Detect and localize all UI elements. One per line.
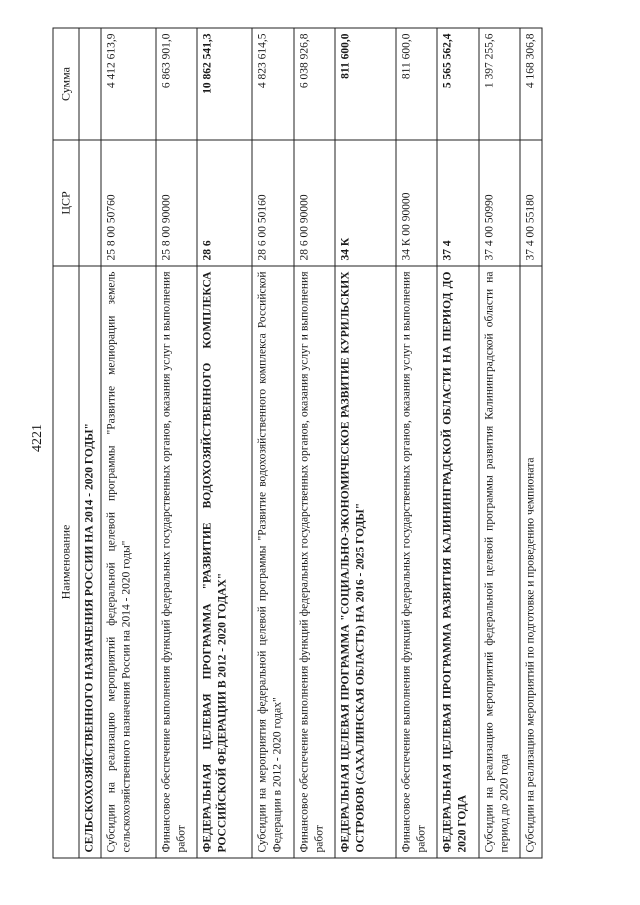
row-name: ФЕДЕРАЛЬНАЯ ЦЕЛЕВАЯ ПРОГРАММА РАЗВИТИЯ КАЛИНИНГРАДСКОЙ ОБЛАСТИ НА ПЕРИОД ДО 2020 ГОДА (437, 266, 479, 858)
row-name: Субсидии на реализацию мероприятий федеральной целевой программы развития Калининградской области на период до 2020 года (479, 266, 520, 858)
budget-table (53, 27, 543, 858)
row-csr: 28 6 00 90000 (294, 140, 335, 266)
table-row (294, 28, 335, 858)
table-row-program (197, 28, 252, 858)
row-name: ФЕДЕРАЛЬНАЯ ЦЕЛЕВАЯ ПРОГРАММА "РАЗВИТИЕ ВОДОХОЗЯЙСТВЕННОГО КОМПЛЕКСА РОССИЙСКОЙ ФЕДЕРАЦИИ В 2012 - 2020 ГОДАХ" (197, 266, 252, 858)
table-row-program (335, 28, 396, 858)
row-sum: 811 600,0 (396, 28, 437, 140)
row-csr: 25 8 00 90000 (156, 140, 197, 266)
page-number: 4221 (30, 424, 45, 452)
column-header-name: Наименование (53, 266, 79, 858)
row-csr: 34 К (335, 140, 396, 266)
row-csr: 34 К 00 90000 (396, 140, 437, 266)
table-row-section-continued (79, 28, 101, 858)
table-row (396, 28, 437, 858)
table-row (520, 28, 542, 858)
row-name: ФЕДЕРАЛЬНАЯ ЦЕЛЕВАЯ ПРОГРАММА "СОЦИАЛЬНО-ЭКОНОМИЧЕСКОЕ РАЗВИТИЕ КУРИЛЬСКИХ ОСТРОВОВ (САХАЛИНСКАЯ ОБЛАСТЬ) НА 2016 - 2025 ГОДЫ" (335, 266, 396, 858)
row-sum: 5 565 562,4 (437, 28, 479, 140)
table-row (156, 28, 197, 858)
row-sum: 1 397 255,6 (479, 28, 520, 140)
row-csr: 28 6 (197, 140, 252, 266)
row-name: Финансовое обеспечение выполнения функций федеральных государственных органов, оказания услуг и выполнения работ (156, 266, 197, 858)
column-header-csr: ЦСР (53, 140, 79, 266)
row-name: СЕЛЬСКОХОЗЯЙСТВЕННОГО НАЗНАЧЕНИЯ РОССИИ НА 2014 - 2020 ГОДЫ" (79, 266, 101, 858)
row-csr: 37 4 00 50990 (479, 140, 520, 266)
row-csr: 28 6 00 50160 (252, 140, 294, 266)
table-row (479, 28, 520, 858)
table-row (252, 28, 294, 858)
row-name: Субсидии на реализацию мероприятий федеральной целевой программы "Развитие мелиорации земель сельскохозяйственного назначения России на 2014 - 2020 годы" (101, 266, 156, 858)
row-sum: 4 168 306,8 (520, 28, 542, 140)
row-sum: 6 038 926,8 (294, 28, 335, 140)
table-row (101, 28, 156, 858)
row-sum: 10 862 541,3 (197, 28, 252, 140)
row-name: Субсидии на реализацию мероприятий по подготовке и проведению чемпионата (520, 266, 542, 858)
table-row-program (437, 28, 479, 858)
row-name: Финансовое обеспечение выполнения функций федеральных государственных органов, оказания услуг и выполнения работ (396, 266, 437, 858)
row-name: Финансовое обеспечение выполнения функций федеральных государственных органов, оказания услуг и выполнения работ (294, 266, 335, 858)
budget-table-region (53, 28, 588, 858)
row-sum: 811 600,0 (335, 28, 396, 140)
row-csr: 37 4 00 55180 (520, 140, 542, 266)
row-name: Субсидии на мероприятия федеральной целевой программы "Развитие водохозяйственного комплекса Российской Федерации в 2012 - 2020 годах" (252, 266, 294, 858)
row-sum: 6 863 901,0 (156, 28, 197, 140)
row-sum: 4 412 613,9 (101, 28, 156, 140)
row-sum: 4 823 614,5 (252, 28, 294, 140)
row-csr: 25 8 00 50760 (101, 140, 156, 266)
row-csr (79, 140, 101, 266)
column-header-sum: Сумма (53, 28, 79, 140)
table-header-row (53, 28, 79, 858)
row-csr: 37 4 (437, 140, 479, 266)
row-sum (79, 28, 101, 140)
